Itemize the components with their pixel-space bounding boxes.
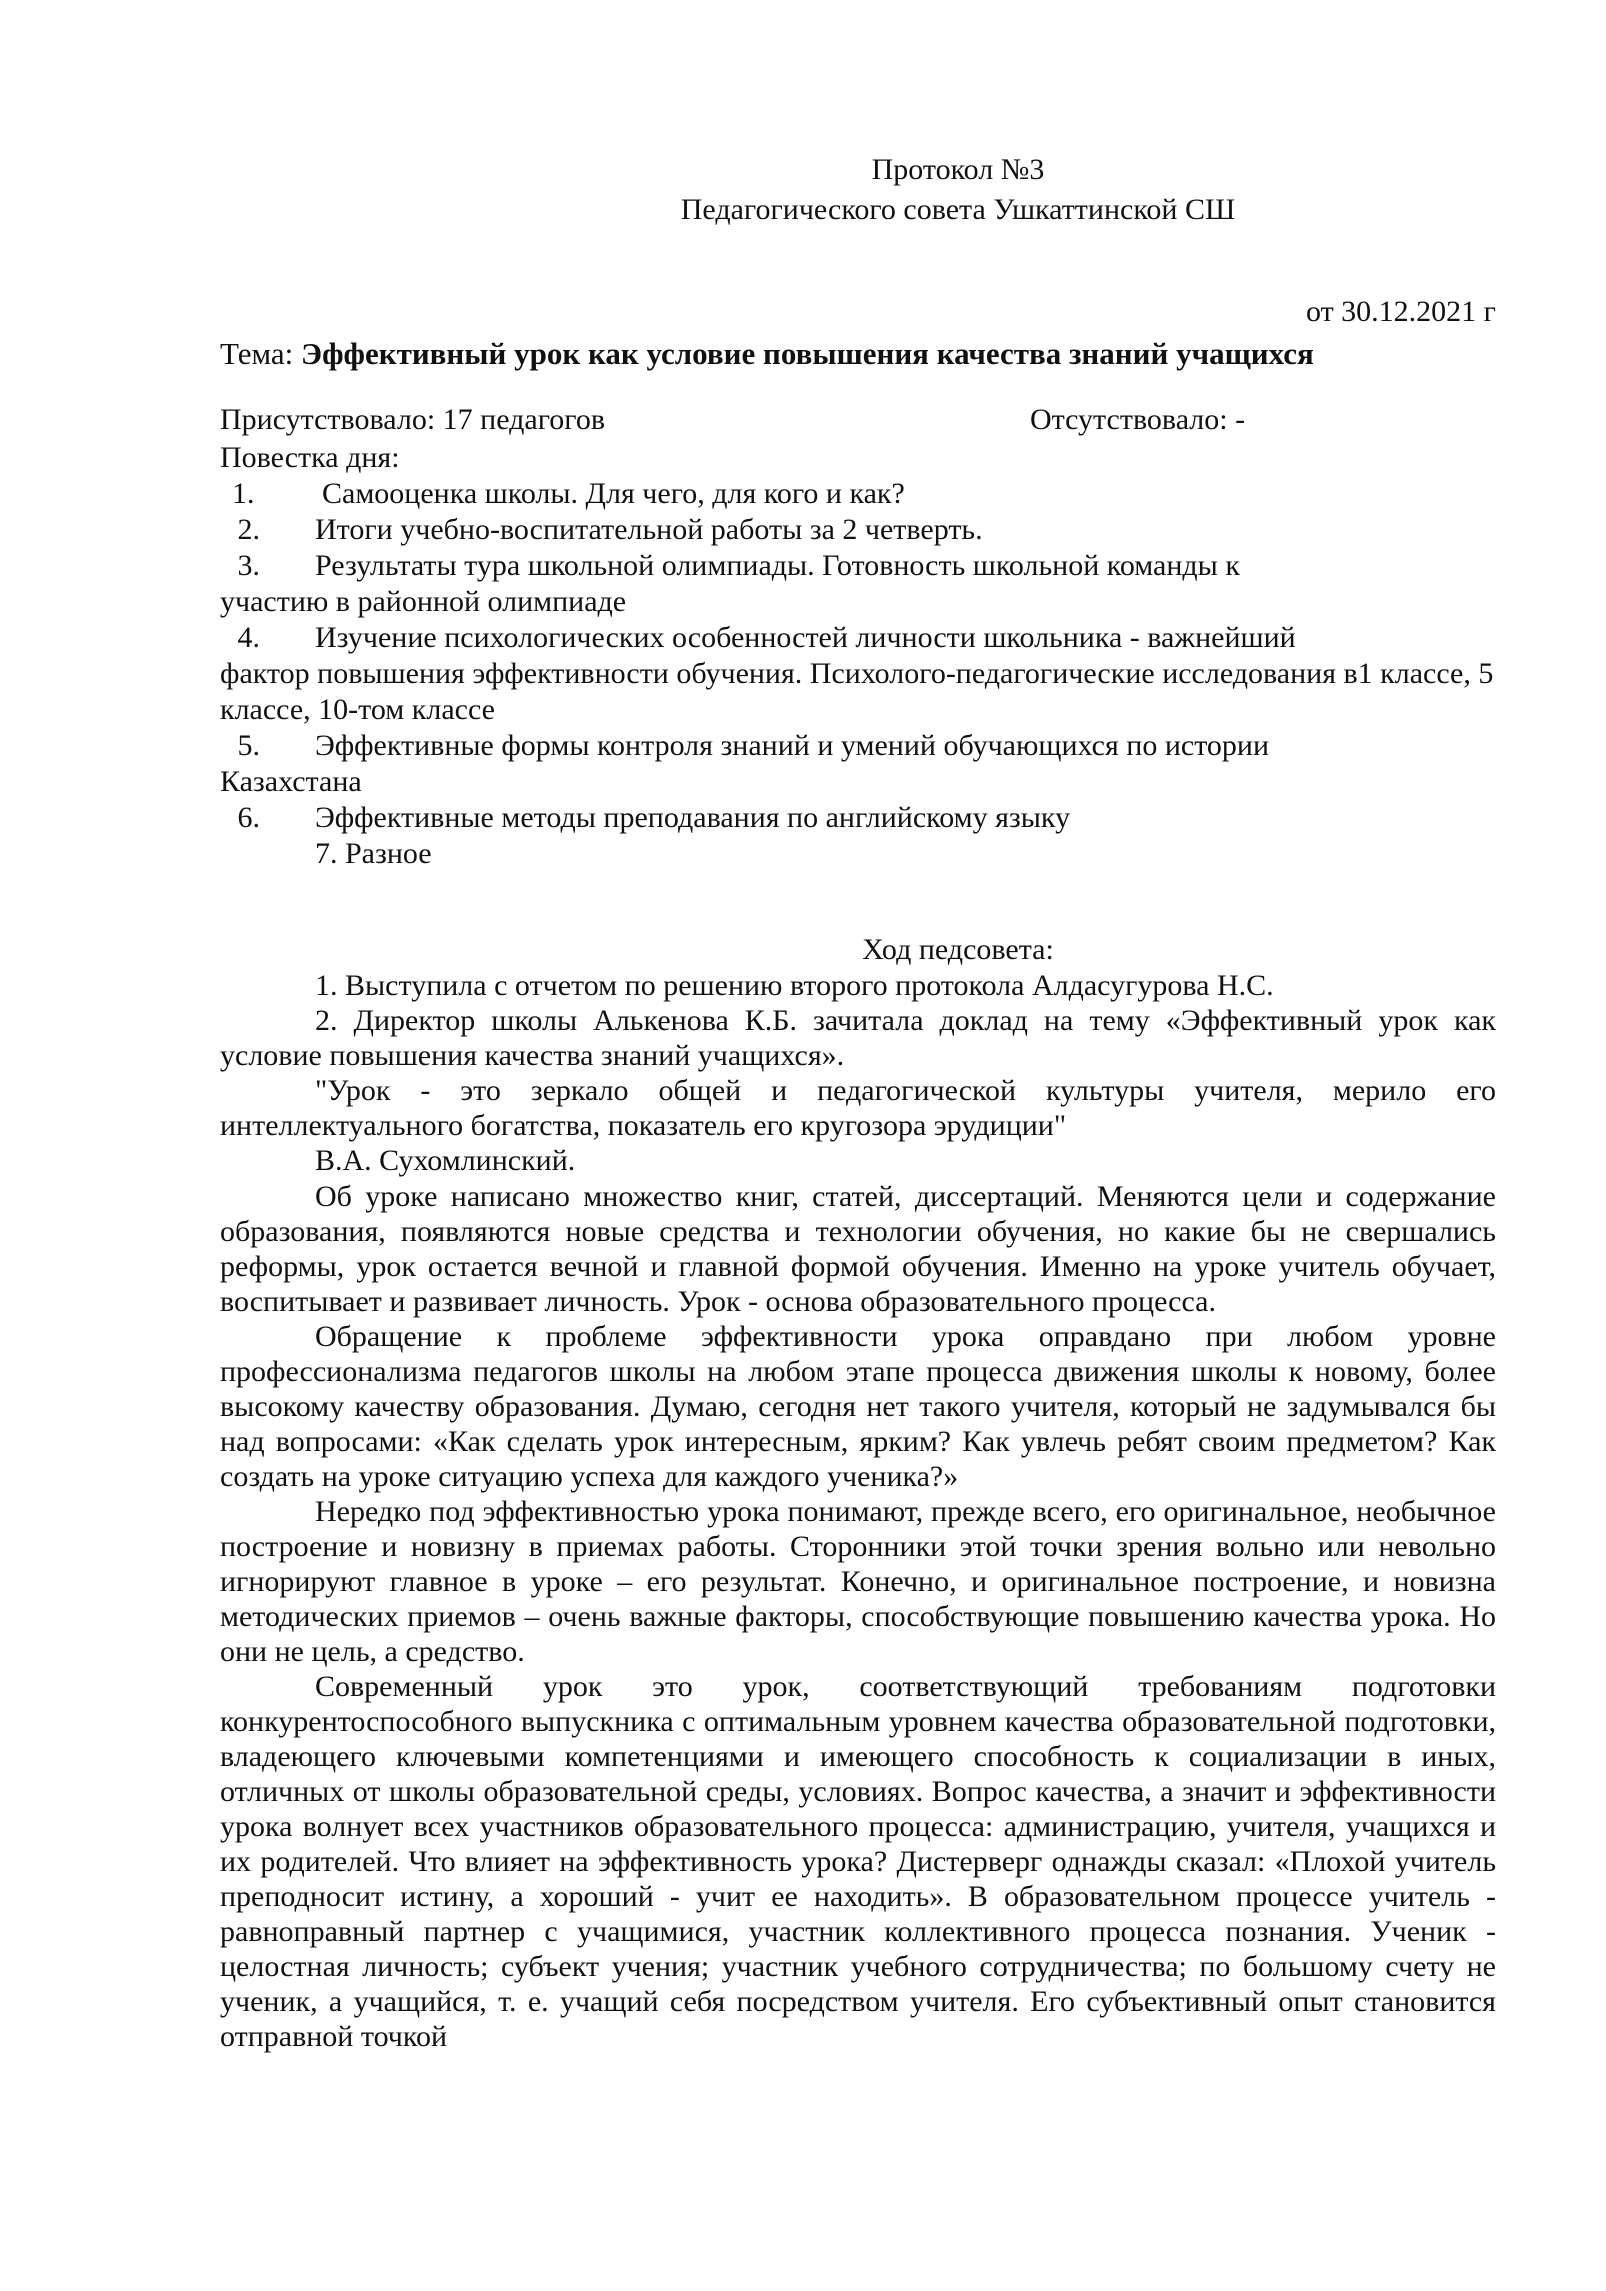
course-paragraph: Нередко под эффективностью урока понимают, прежде всего, его оригинальное, необычное построение и новизну в приемах работы. Сторонники этой точки зрения вольно или невольно игнорируют главное в уроке – его результат. Конечно, и оригинальное построение, и новизна методических приемов – очень важные факторы, способствующие повышению качества урока. Но они не цель, а средство. [220,1495,1496,1668]
agenda-item-continuation: Казахстана [220,765,362,798]
quote-author: В.А. Сухомлинский. [315,1144,576,1177]
agenda-item-continuation: участию в районной олимпиаде [220,585,627,618]
agenda-item-number: 5. [237,729,260,762]
agenda-item-misc: 7. Разное [315,837,432,870]
agenda-item-text: Изучение психологических особенностей личности школьника - важнейший [315,621,1296,654]
course-paragraph: 1. Выступила с отчетом по решению второго протокола Алдасугурова Н.С. [315,969,1274,1002]
agenda-item-number: 2. [237,513,260,546]
agenda-item-number: 1. [232,477,255,510]
agenda-item-text: Итоги учебно-воспитательной работы за 2 четверть. [315,513,983,546]
agenda-item [220,512,1496,548]
course-paragraph: Современный урок это урок, соответствующий требованиям подготовки конкурентоспособного выпускника с оптимальным уровнем качества образовательной подготовки, владеющего ключевыми компетенциями и имеющего способность к социализации в иных, отличных от школы образовательной среды, условиях. Вопрос качества, а значит и эффективности урока волнует всех участников образовательного процесса: администрацию, учителя, учащихся и их родителей. Что влияет на эффективность урока? Дистерверг однажды сказал: «Плохой учитель преподносит истину, а хороший - учит ее находить». В образовательном процессе учитель - равноправный партнер с учащимися, участник коллективного процесса познания. Ученик - целостная личность; субъект учения; участник учебного сотрудничества; по большому счету не ученик, а учащийся, т. е. учащий себя посредством учителя. Его субъективный опыт становится отправной точкой [220,1670,1496,2053]
agenda-item-text: Эффективные формы контроля знаний и умений обучающихся по истории [315,729,1270,762]
agenda-item [220,548,1496,584]
course-paragraph: 2. Директор школы Алькенова К.Б. зачитала доклад на тему «Эффективный урок как условие повышения качества знаний учащихся». [220,1004,1496,1072]
agenda-item [220,620,1496,656]
agenda-item-number: 4. [237,621,260,654]
agenda-item-number: 3. [237,549,260,582]
council-title: Педагогического совета Ушкаттинской СШ [680,193,1236,226]
topic [220,334,1496,374]
course-paragraph: Обращение к проблеме эффективности урока оправдано при любом уровне профессионализма педагогов школы на любом этапе процесса движения школы к новому, более высокому качеству образования. Думаю, сегодня нет такого учителя, который не задумывался бы над вопросами: «Как сделать урок интересным, ярким? Как увлечь ребят своим предметом? Как создать на уроке ситуацию успеха для каждого ученика?» [220,1320,1496,1493]
attendance-present: Присутствовало: 17 педагогов [220,403,605,436]
protocol-number: Протокол №3 [871,153,1045,186]
agenda-item [220,728,1496,764]
protocol-date: от 30.12.2021 г [1305,295,1496,328]
agenda-item-text: Результаты тура школьной олимпиады. Готовность школьной команды к [315,549,1240,582]
attendance-absent: Отсутствовало: - [1030,403,1246,436]
agenda-item-continuation: фактор повышения эффективности обучения. Психолого-педагогические исследования в1 классе, 5 классе, 10-том классе [220,657,1494,726]
agenda-item-number: 6. [237,801,260,834]
agenda [220,440,1496,872]
course-paragraph: Об уроке написано множество книг, статей, диссертаций. Меняются цели и содержание образования, появляются новые средства и технологии обучения, но какие бы не свершались реформы, урок остается вечной и главной формой обучения. Именно на уроке учитель обучает, воспитывает и развивает личность. Урок - основа образовательного процесса. [220,1180,1496,1318]
course-title: Ход педсовета: [862,933,1054,966]
agenda-item-text: Самооценка школы. Для чего, для кого и как? [322,477,905,510]
agenda-title: Повестка дня: [220,441,400,474]
agenda-item [220,800,1496,836]
topic-text: Эффективный урок как условие повышения качества знаний учащихся [301,336,1314,371]
agenda-item [220,476,1496,512]
agenda-item-text: Эффективные методы преподавания по английскому языку [315,801,1071,834]
epigraph-quote: "Урок - это зеркало общей и педагогической культуры учителя, мерило его интеллектуального богатства, показатель его кругозора эрудиции" [220,1074,1496,1142]
attendance [220,400,1496,440]
topic-label: Тема: [220,336,302,371]
